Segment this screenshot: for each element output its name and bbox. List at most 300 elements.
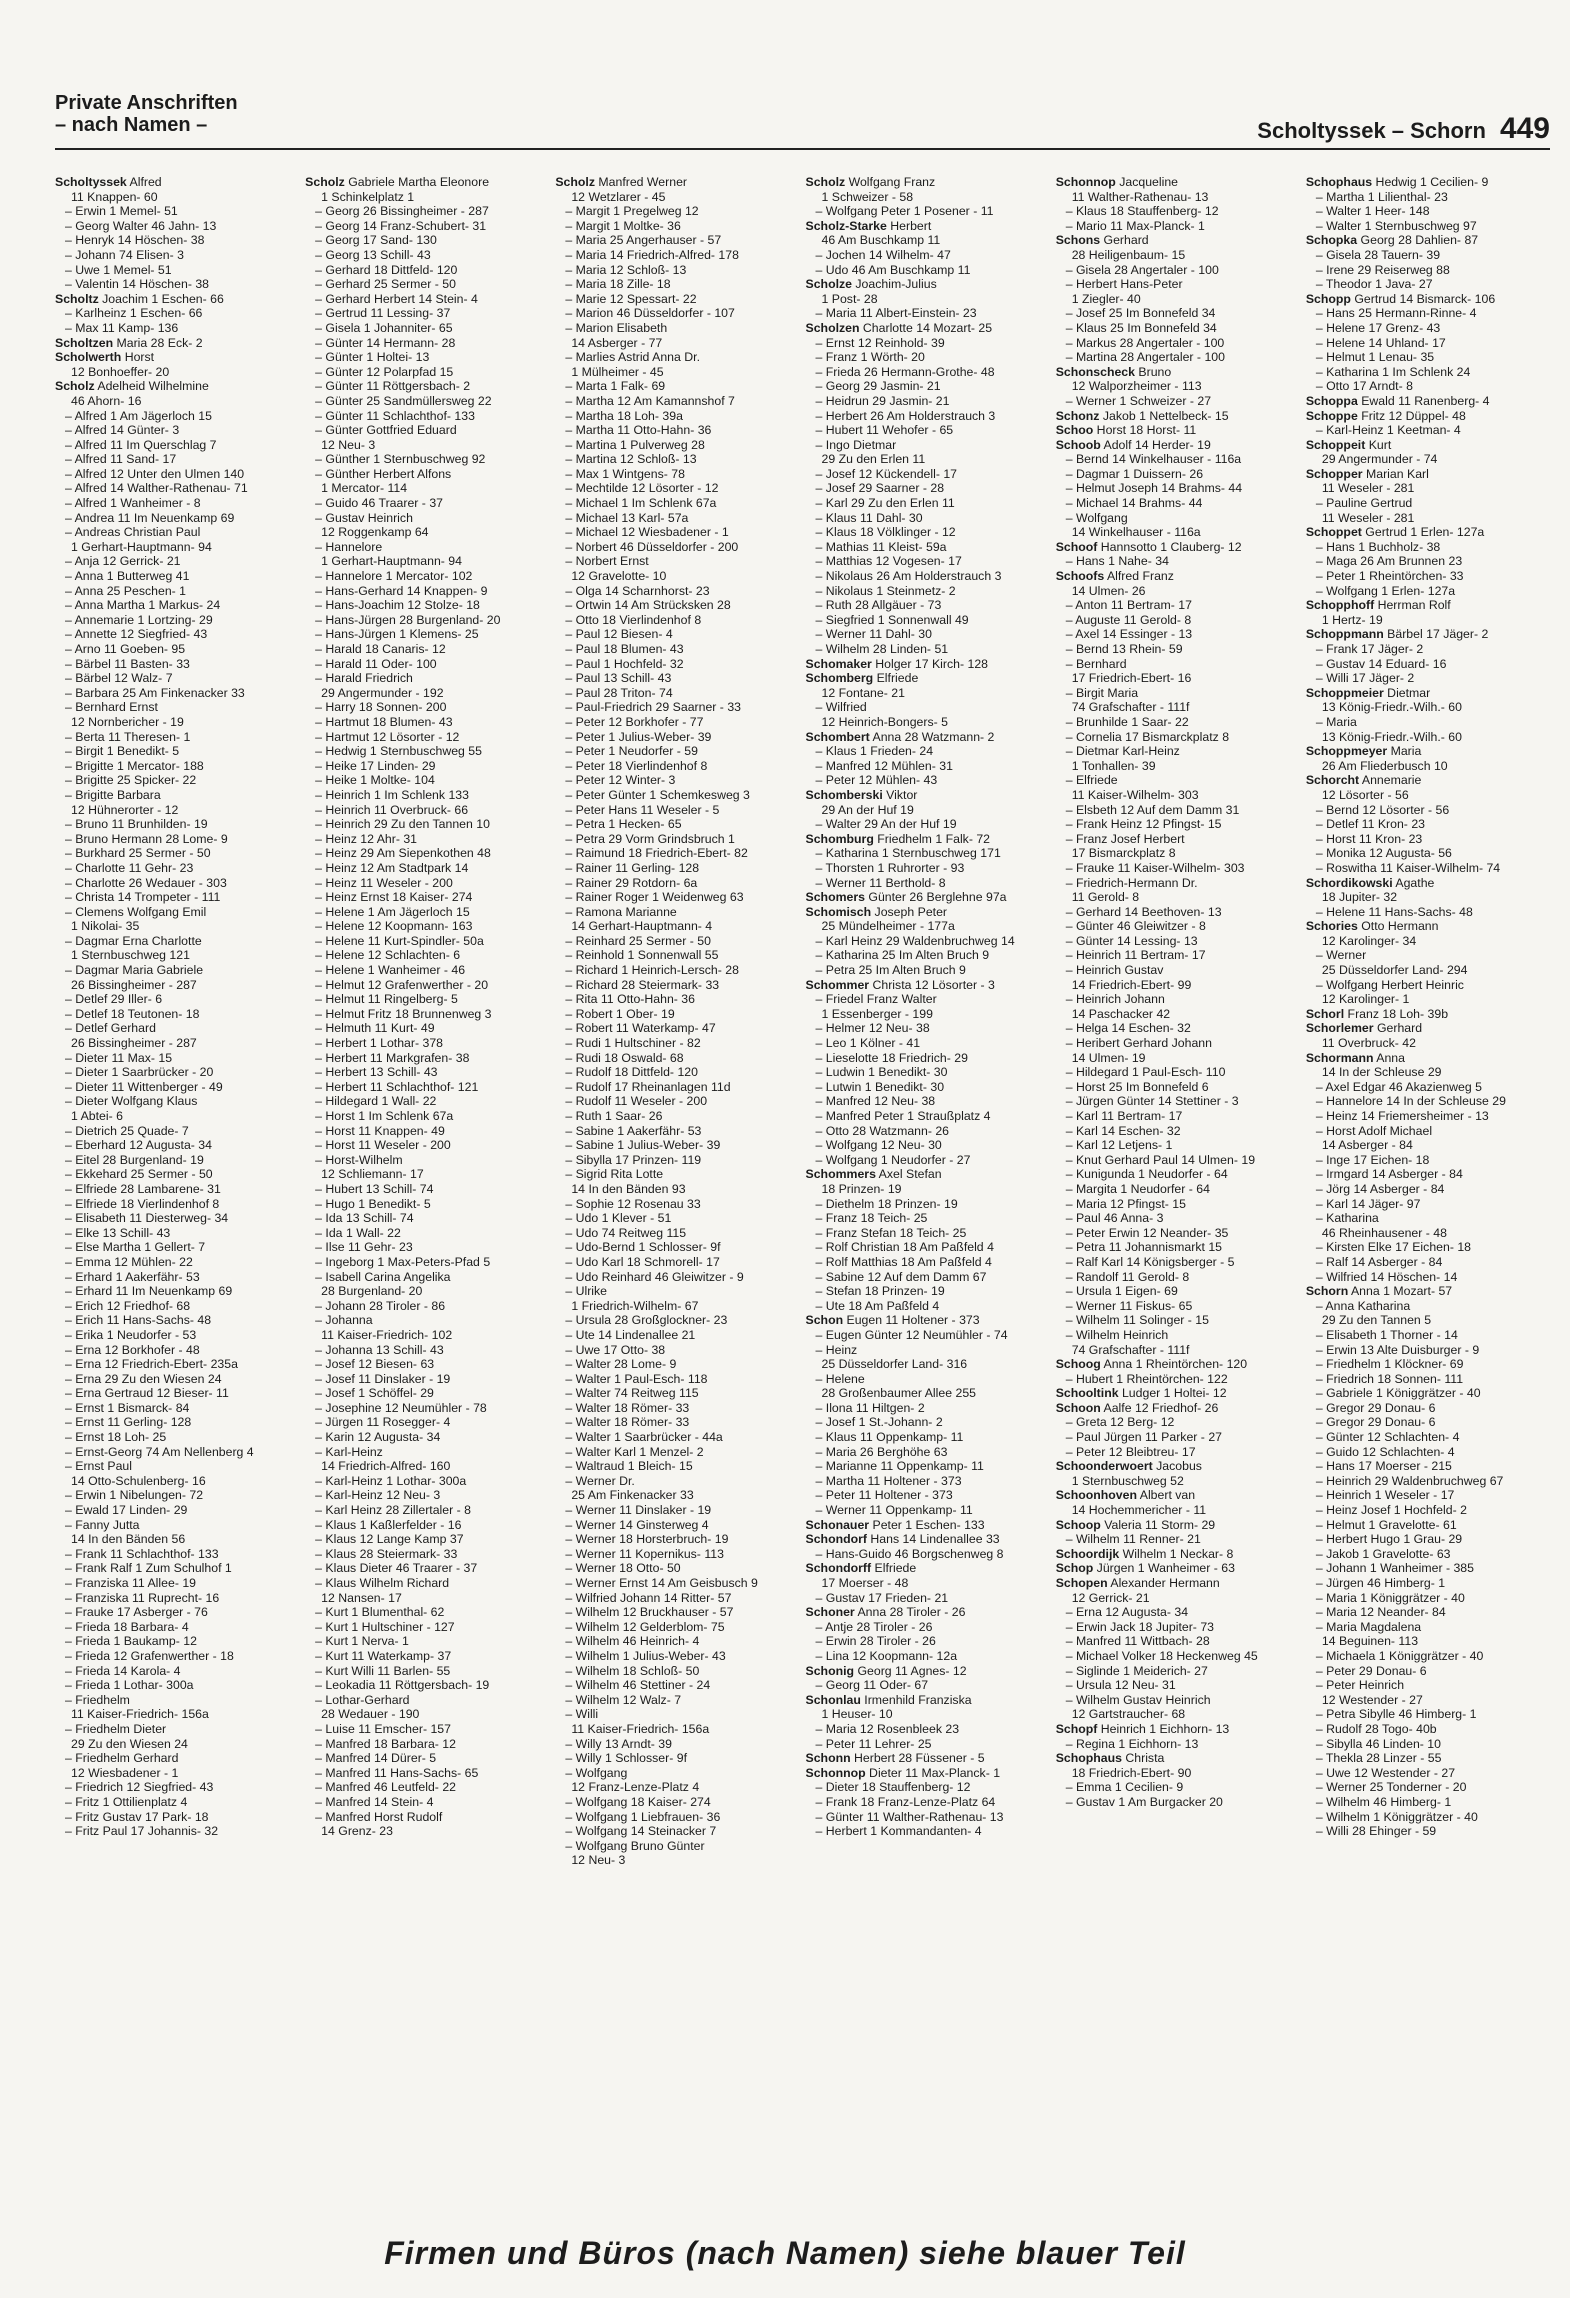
sub-entry: – Guido 46 Traarer - 37 — [315, 496, 443, 511]
sub-entry: – Josef 12 Kückendell- 17 — [815, 466, 958, 481]
sub-entry: – Heinz Ernst 18 Kaiser- 274 — [315, 890, 473, 905]
sub-entry: – Ingo Dietmar — [815, 437, 897, 452]
sub-entry: – Heinz 12 Ahr- 31 — [315, 831, 418, 846]
sub-entry: – Franz Josef Herbert — [1065, 831, 1185, 846]
sub-entry: – Detlef 29 Iller- 6 — [65, 992, 163, 1007]
sub-entry: – Brigitte Barbara — [65, 787, 161, 802]
sub-entry: – Peter Hans 11 Weseler - 5 — [565, 802, 720, 817]
entry-details: Christa — [1121, 1751, 1165, 1766]
sub-entry: – Anna 1 Butterweg 41 — [65, 569, 190, 584]
surname: Schoppe — [1305, 408, 1358, 423]
sub-entry: – Günther Herbert Alfons — [315, 466, 452, 481]
sub-entry: – Ewald 17 Linden- 29 — [65, 1503, 188, 1518]
sub-entry: – Willi 17 Jäger- 2 — [1315, 671, 1415, 686]
sub-entry: – Frieda 14 Karola- 4 — [65, 1663, 181, 1678]
sub-entry: – Dagmar Erna Charlotte — [65, 933, 202, 948]
sub-entry: – Raimund 18 Friedrich-Ebert- 82 — [565, 846, 748, 861]
address-continuation: 14 Paschacker 42 — [1071, 1006, 1171, 1021]
surname-entry — [1306, 394, 1550, 409]
address-continuation: 14 Grenz- 23 — [321, 1824, 393, 1839]
surname-entry — [1306, 744, 1550, 759]
sub-entry: – Frank 18 Franz-Lenze-Platz 64 — [815, 1794, 996, 1809]
sub-entry: – Franziska 11 Allee- 19 — [65, 1576, 197, 1590]
sub-entry: – Uwe 17 Otto- 38 — [565, 1342, 666, 1357]
sub-entry: – Erna 12 Borkhofer - 48 — [65, 1342, 200, 1357]
surname: Schoon — [1055, 1400, 1101, 1415]
sub-entry: – Werner Ernst 14 Am Geisbusch 9 — [565, 1576, 758, 1590]
sub-entry: – Uwe 12 Westender - 27 — [1315, 1765, 1456, 1780]
surname: Schopp — [1305, 291, 1351, 306]
sub-entry: – Peter Heinrich — [1315, 1678, 1405, 1693]
address-continuation: 11 Kaiser-Friedrich- 102 — [321, 1327, 453, 1342]
entry-details: Bärbel 17 Jäger- 2 — [1383, 627, 1489, 642]
sub-entry: – Werner 18 Horsterbruch- 19 — [565, 1532, 729, 1547]
sub-entry: – Rudi 1 Hultschiner - 82 — [565, 1036, 701, 1051]
address-continuation: 12 Heinrich-Bongers- 5 — [821, 714, 948, 729]
sub-entry: – Harald 11 Oder- 100 — [315, 656, 437, 671]
section-title: Private Anschriften — [55, 92, 238, 114]
address-continuation: 1 Gerhart-Hauptmann- 94 — [71, 539, 212, 554]
sub-entry: – Anna 25 Peschen- 1 — [65, 583, 187, 598]
address-continuation: 12 Neu- 3 — [571, 1853, 626, 1868]
sub-entry: – Siglinde 1 Meiderich- 27 — [1065, 1663, 1208, 1678]
sub-entry: – Johanna — [315, 1313, 373, 1328]
sub-entry: – Heidrun 29 Jasmin- 21 — [815, 393, 950, 408]
sub-entry: – Peter 11 Lehrer- 25 — [815, 1736, 932, 1751]
sub-entry: – Frank Ralf 1 Zum Schulhof 1 — [65, 1561, 232, 1576]
sub-entry: – Clemens Wolfgang Emil — [65, 904, 207, 919]
sub-entry: – Werner 18 Otto- 50 — [565, 1561, 681, 1576]
sub-entry: – Heinz — [815, 1342, 858, 1357]
sub-entry: – Dieter 1 Saarbrücker - 20 — [65, 1065, 214, 1080]
sub-entry: – Randolf 11 Gerold- 8 — [1065, 1269, 1190, 1284]
address-continuation: 46 Ahorn- 16 — [71, 393, 142, 408]
address-continuation: 25 Mündelheimer - 177a — [821, 919, 955, 934]
surname-entry — [55, 350, 299, 365]
surname-entry — [55, 379, 299, 394]
sub-entry: – Ernst Paul — [65, 1459, 132, 1474]
surname: Schonnop — [805, 1765, 866, 1780]
sub-entry: – Rolf Christian 18 Am Paßfeld 4 — [815, 1240, 994, 1255]
sub-entry: – Regina 1 Eichhorn- 13 — [1065, 1736, 1199, 1751]
sub-entry: – Barbara 25 Am Finkenacker 33 — [65, 685, 245, 700]
sub-entry: – Josef 12 Biesen- 63 — [315, 1357, 435, 1372]
sub-entry: – Hannelore 14 In der Schleuse 29 — [1315, 1094, 1506, 1109]
sub-entry: – Klaus 1 Frieden- 24 — [815, 744, 934, 759]
surname: Schoonderwoert — [1055, 1459, 1153, 1474]
sub-entry: – Brigitte 1 Mercator- 188 — [65, 758, 204, 773]
sub-entry: – Frauke 11 Kaiser-Wilhelm- 303 — [1065, 860, 1245, 875]
address-continuation: 18 Friedrich-Ebert- 90 — [1071, 1765, 1192, 1780]
entry-details: Wilhelm 1 Neckar- 8 — [1119, 1546, 1234, 1561]
surname: Schondorff — [805, 1561, 872, 1576]
sub-entry: – Charlotte 26 Wedauer - 303 — [65, 875, 227, 890]
surname-entry — [806, 1313, 1050, 1328]
surname: Schoo — [1055, 423, 1094, 438]
address-continuation: 12 Nansen- 17 — [321, 1590, 402, 1605]
sub-entry: – Franz 18 Teich- 25 — [815, 1211, 928, 1226]
surname: Schopf — [1055, 1721, 1098, 1736]
sub-entry: – Manfred 12 Neu- 38 — [815, 1094, 936, 1109]
surname-entry — [1306, 292, 1550, 307]
surname: Scholze — [805, 277, 852, 292]
sub-entry: – Erna 12 Friedrich-Ebert- 235a — [65, 1357, 238, 1372]
sub-entry: – Antje 28 Tiroler - 26 — [815, 1619, 933, 1634]
sub-entry: – Herbert 1 Lothar- 378 — [315, 1036, 443, 1051]
sub-entry: – Maria 12 Neander- 84 — [1315, 1605, 1446, 1620]
address-continuation: 14 In den Bänden 56 — [71, 1532, 186, 1547]
sub-entry: – Peter 29 Donau- 6 — [1315, 1663, 1427, 1678]
sub-entry: – Marie 12 Spessart- 22 — [565, 291, 697, 306]
sub-entry: – Alfred 14 Walther-Rathenau- 71 — [65, 481, 248, 496]
sub-entry: – Erika 1 Neudorfer - 53 — [65, 1327, 197, 1342]
sub-entry: – Ursula 1 Eigen- 69 — [1065, 1284, 1178, 1299]
surname: Schoppet — [1305, 525, 1362, 540]
sub-entry: – Detlef 11 Kron- 23 — [1315, 817, 1426, 832]
sub-entry: – Willy 1 Schlosser- 9f — [565, 1751, 687, 1766]
sub-entry: – Inge 17 Eichen- 18 — [1315, 1152, 1430, 1167]
entry-details: Eugen 11 Holtener - 373 — [843, 1313, 980, 1328]
surname-entry — [1306, 525, 1550, 540]
address-continuation: 11 Kaiser-Wilhelm- 303 — [1071, 787, 1199, 802]
sub-entry: – Dietmar Karl-Heinz — [1065, 744, 1180, 759]
address-continuation: 25 Düsseldorfer Land- 316 — [821, 1357, 968, 1372]
sub-entry: – Katharina — [1315, 1211, 1379, 1226]
surname: Schoppeit — [1305, 437, 1366, 452]
sub-entry: – Detlef Gerhard — [65, 1021, 156, 1036]
address-continuation: 14 In der Schleuse 29 — [1321, 1065, 1442, 1080]
address-continuation: 1 Mülheimer - 45 — [571, 364, 664, 379]
address-continuation: 12 Karolinger- 1 — [1321, 992, 1410, 1007]
address-continuation: 14 Asberger - 84 — [1321, 1138, 1413, 1153]
surname-entry — [806, 219, 1050, 234]
sub-entry: – Alfred 1 Wanheimer - 8 — [65, 496, 201, 511]
sub-entry: – Kurt 1 Hultschiner - 127 — [315, 1619, 455, 1634]
sub-entry: – Birgit Maria — [1065, 685, 1139, 700]
sub-entry: – Ramona Marianne — [565, 904, 677, 919]
section-subtitle: – nach Namen – — [55, 114, 208, 136]
sub-entry: – Hans 1 Nahe- 34 — [1065, 554, 1169, 569]
address-continuation: 14 In den Bänden 93 — [571, 1181, 686, 1196]
sub-entry: – Manfred 46 Leutfeld- 22 — [315, 1780, 456, 1795]
sub-entry: – Klaus 28 Steiermark- 33 — [315, 1546, 458, 1561]
sub-entry: – Klaus 11 Dahl- 30 — [815, 510, 923, 525]
sub-entry: – Manfred 11 Hans-Sachs- 65 — [315, 1765, 479, 1780]
sub-entry: – Herbert Hugo 1 Grau- 29 — [1315, 1532, 1463, 1547]
sub-entry: – Heribert Gerhard Johann — [1065, 1036, 1212, 1051]
sub-entry: – Sophie 12 Rosenau 33 — [565, 1196, 701, 1211]
entry-details: Maria — [1387, 744, 1422, 759]
address-continuation: 28 Wedauer - 190 — [321, 1707, 420, 1722]
sub-entry: – Walter 1 Paul-Esch- 118 — [565, 1371, 708, 1386]
sub-entry: – Helmuth 11 Kurt- 49 — [315, 1021, 435, 1036]
surname-entry — [1306, 175, 1550, 190]
surname: Schomisch — [805, 904, 872, 919]
entry-details: Maria 28 Eck- 2 — [113, 335, 203, 350]
sub-entry: – Werner 11 Kopernikus- 113 — [565, 1546, 724, 1561]
surname-entry — [806, 1766, 1050, 1781]
sub-entry: – Friedrich-Hermann Dr. — [1065, 875, 1198, 890]
sub-entry: – Waltraud 1 Bleich- 15 — [565, 1459, 693, 1474]
sub-entry: – Bernd 14 Winkelhauser - 116a — [1065, 452, 1242, 467]
sub-entry: – Wilhelm 1 Julius-Weber- 43 — [565, 1648, 726, 1663]
sub-entry: – Marianne 11 Oppenkamp- 11 — [815, 1459, 984, 1474]
sub-entry: – Ute 18 Am Paßfeld 4 — [815, 1298, 940, 1313]
sub-entry: – Walter Karl 1 Menzel- 2 — [565, 1444, 704, 1459]
sub-entry: – Walter 18 Römer- 33 — [565, 1400, 690, 1415]
sub-entry: – Charlotte 11 Gehr- 23 — [65, 860, 194, 875]
address-continuation: 18 Jupiter- 32 — [1321, 890, 1398, 905]
sub-entry: – Klaus 11 Oppenkamp- 11 — [815, 1430, 964, 1445]
address-continuation: 11 Gerold- 8 — [1071, 890, 1140, 905]
sub-entry: – Siegfried 1 Sonnenwall 49 — [815, 612, 969, 627]
sub-entry: – Werner 14 Ginsterweg 4 — [565, 1517, 709, 1532]
sub-entry: – Maria 18 Zille- 18 — [565, 277, 671, 292]
surname-entry — [806, 1605, 1050, 1620]
sub-entry: – Anna Martha 1 Markus- 24 — [65, 598, 221, 613]
sub-entry: – Karin 12 Augusta- 34 — [315, 1430, 441, 1445]
sub-entry: – Maria 1 Königgrätzer - 40 — [1315, 1590, 1465, 1605]
sub-entry: – Markus 28 Angertaler - 100 — [1065, 335, 1225, 350]
sub-entry: – Manfred 14 Stein- 4 — [315, 1794, 434, 1809]
sub-entry: – Wolfgang 12 Neu- 30 — [815, 1138, 942, 1153]
surname: Schorl — [1305, 1006, 1345, 1021]
sub-entry: – Reinhard 25 Sermer - 50 — [565, 933, 711, 948]
entry-details: Aalfe 12 Friedhof- 26 — [1100, 1400, 1219, 1415]
surname: Schomaker — [805, 656, 872, 671]
sub-entry: – Paul-Friedrich 29 Saarner - 33 — [565, 700, 742, 715]
sub-entry: – Marion 46 Düsseldorfer - 107 — [565, 306, 735, 321]
surname-entry — [806, 788, 1050, 803]
sub-entry: – Frieda 12 Grafenwerther - 18 — [65, 1648, 234, 1663]
sub-entry: – Ilona 11 Hiltgen- 2 — [815, 1400, 925, 1415]
sub-entry: – Dietrich 25 Quade- 7 — [65, 1123, 189, 1138]
entry-details: Axel Stefan — [875, 1167, 942, 1182]
sub-entry: – Kurt 1 Blumenthal- 62 — [315, 1605, 445, 1620]
address-continuation: 12 Lösorter - 56 — [1321, 787, 1409, 802]
sub-entry: – Ernst 12 Reinhold- 39 — [815, 335, 945, 350]
sub-entry: – Harald Friedrich — [315, 671, 413, 686]
address-continuation: 12 Walporzheimer - 113 — [1071, 379, 1202, 394]
surname-entry — [1306, 627, 1550, 642]
sub-entry: – Hedwig 1 Sternbuschweg 55 — [315, 744, 482, 759]
sub-entry: – Willi 28 Ehinger - 59 — [1315, 1824, 1437, 1839]
sub-entry: – Kunigunda 1 Neudorfer - 64 — [1065, 1167, 1228, 1182]
sub-entry: – Hildegard 1 Paul-Esch- 110 — [1065, 1065, 1226, 1080]
sub-entry: – Walter 1 Heer- 148 — [1315, 204, 1430, 219]
sub-entry: – Hans 25 Hermann-Rinne- 4 — [1315, 306, 1477, 321]
surname: Scholwerth — [55, 350, 122, 365]
sub-entry: – Helmer 12 Neu- 38 — [815, 1021, 930, 1036]
entry-details: Anna — [1373, 1050, 1405, 1065]
sub-entry: – Josef 29 Saarner - 28 — [815, 481, 945, 496]
surname-entry — [1056, 233, 1300, 248]
sub-entry: – Alfred 11 Sand- 17 — [65, 452, 177, 467]
sub-entry: – Udo 46 Am Buschkamp 11 — [815, 262, 971, 277]
sub-entry: – Andrea 11 Im Neuenkamp 69 — [65, 510, 235, 525]
sub-entry: – Otto 28 Watzmann- 26 — [815, 1123, 950, 1138]
sub-entry: – Otto 18 Vierlindenhof 8 — [565, 612, 702, 627]
sub-entry: – Fritz 1 Ottilienplatz 4 — [65, 1794, 188, 1809]
entry-details: Dietmar — [1383, 685, 1431, 700]
sub-entry: – Helene 11 Kurt-Spindler- 50a — [315, 933, 484, 948]
sub-entry: – Günter 14 Hermann- 28 — [315, 335, 456, 350]
sub-entry: – Rudolf 18 Dittfeld- 120 — [565, 1065, 698, 1080]
sub-entry: – Robert 11 Waterkamp- 47 — [565, 1021, 716, 1036]
entry-details: Elfriede — [873, 671, 919, 686]
sub-entry: – Mathias 11 Kleist- 59a — [815, 539, 947, 554]
sub-entry: – Marion Elisabeth — [565, 320, 668, 335]
sub-entry: – Hans 17 Moerser - 215 — [1315, 1459, 1452, 1474]
address-continuation: 29 Angermunder - 192 — [321, 685, 444, 700]
sub-entry: – Lutwin 1 Benedikt- 30 — [815, 1079, 945, 1094]
sub-entry: – Heinz 29 Am Siepenkothen 48 — [315, 846, 491, 861]
sub-entry: – Olga 14 Scharnhorst- 23 — [565, 583, 710, 598]
surname-entry — [1306, 467, 1550, 482]
sub-entry: – Ida 13 Schill- 74 — [315, 1211, 414, 1226]
surname-entry — [806, 1532, 1050, 1547]
sub-entry: – Else Martha 1 Gellert- 7 — [65, 1240, 206, 1255]
sub-entry: – Udo Reinhard 46 Gleiwitzer - 9 — [565, 1269, 744, 1284]
sub-entry: – Karl 11 Bertram- 17 — [1065, 1109, 1183, 1123]
sub-entry: – Nikolaus 1 Steinmetz- 2 — [815, 583, 956, 598]
sub-entry: – Martha 12 Am Kamannshof 7 — [565, 393, 735, 408]
sub-entry: – Mario 11 Max-Planck- 1 — [1065, 218, 1205, 233]
entry-details: Christa 12 Lösorter - 3 — [869, 977, 995, 992]
entry-details: Ewald 11 Ranenberg- 4 — [1357, 393, 1490, 408]
sub-entry: – Martha 11 Otto-Hahn- 36 — [565, 423, 712, 438]
sub-entry: – Erwin Jack 18 Jupiter- 73 — [1065, 1619, 1215, 1634]
sub-entry: – Peter 1 Neudorfer - 59 — [565, 744, 698, 759]
surname: Schoppmeyer — [1305, 744, 1388, 759]
sub-entry: – Günther 1 Sternbuschweg 92 — [315, 452, 486, 467]
entry-details: Marian Karl — [1362, 466, 1429, 481]
entry-details: Irmenhild Franziska — [860, 1692, 972, 1707]
surname: Schonlau — [805, 1692, 861, 1707]
sub-entry: – Gertrud 11 Lessing- 37 — [315, 306, 451, 321]
entry-details: Viktor — [882, 787, 918, 802]
sub-entry: – Ralf 14 Asberger - 84 — [1315, 1254, 1443, 1269]
sub-entry: – Günter 12 Schlachten- 4 — [1315, 1430, 1460, 1445]
address-continuation: 1 Essenberger - 199 — [821, 1006, 933, 1021]
sub-entry: – Nikolaus 26 Am Holderstrauch 3 — [815, 569, 1002, 584]
sub-entry: – Helmut 12 Grafenwerther - 20 — [315, 977, 489, 992]
sub-entry: – Werner 11 Fiskus- 65 — [1065, 1298, 1193, 1313]
sub-entry: – Gustav 1 Am Burgacker 20 — [1065, 1794, 1223, 1809]
entry-details: Anna 1 Mozart- 57 — [1348, 1284, 1453, 1299]
sub-entry: – Erhard 11 Im Neuenkamp 69 — [65, 1284, 233, 1299]
sub-entry: – Maria Magdalena — [1315, 1619, 1422, 1634]
sub-entry: – Stefan 18 Prinzen- 19 — [815, 1284, 945, 1299]
sub-entry: – Wilhelm 12 Walz- 7 — [565, 1692, 682, 1707]
sub-entry: – Peter 12 Borkhofer - 77 — [565, 714, 704, 729]
sub-entry: – Willy 13 Arndt- 39 — [565, 1736, 672, 1751]
entry-details: Bruno — [1134, 364, 1172, 379]
sub-entry: – Bärbel 11 Basten- 33 — [65, 656, 190, 671]
sub-entry: – Helene — [815, 1371, 865, 1386]
surname: Schomburg — [805, 831, 874, 846]
sub-entry: – Manfred Peter 1 Straußplatz 4 — [815, 1109, 991, 1123]
sub-entry: – Wilhelm 46 Heinrich- 4 — [565, 1634, 700, 1649]
surname: Scholz — [805, 175, 846, 189]
address-continuation: 14 Ulmen- 19 — [1071, 1050, 1146, 1065]
entry-details: Holger 17 Kirch- 128 — [871, 656, 989, 671]
sub-entry: – Gisela 28 Tauern- 39 — [1315, 247, 1441, 262]
sub-entry: – Gerhard Herbert 14 Stein- 4 — [315, 291, 478, 306]
sub-entry: – Werner Dr. — [565, 1473, 635, 1488]
sub-entry: – Werner 11 Berthold- 8 — [815, 875, 946, 890]
sub-entry: – Andreas Christian Paul — [65, 525, 201, 540]
entry-details: Adolf 14 Herder- 19 — [1100, 437, 1211, 452]
entry-details: Annemarie — [1359, 773, 1422, 788]
sub-entry: – Detlef 18 Teutonen- 18 — [65, 1006, 200, 1021]
entry-details: Anna 28 Watzmann- 2 — [869, 729, 995, 744]
sub-entry: – Elfriede 18 Vierlindenhof 8 — [65, 1196, 220, 1211]
address-continuation: 1 Abtei- 6 — [71, 1109, 123, 1123]
surname: Schon — [805, 1313, 844, 1328]
sub-entry: – Brunhilde 1 Saar- 22 — [1065, 714, 1189, 729]
surname-entry — [1056, 175, 1300, 190]
sub-entry: – Helene 1 Am Jägerloch 15 — [315, 904, 470, 919]
address-continuation: 74 Grafschafter - 111f — [1071, 700, 1190, 715]
sub-entry: – Josef 25 Im Bonnefeld 34 — [1065, 306, 1216, 321]
sub-entry: – Hubert 11 Wehofer - 65 — [815, 423, 954, 438]
sub-entry: – Wilhelm 11 Solinger - 15 — [1065, 1313, 1209, 1328]
address-continuation: 13 König-Friedr.-Wilh.- 60 — [1321, 700, 1462, 715]
sub-entry: – Sabine 12 Auf dem Damm 67 — [815, 1269, 987, 1284]
address-continuation: 1 Schweizer - 58 — [821, 189, 914, 204]
sub-entry: – Knut Gerhard Paul 14 Ulmen- 19 — [1065, 1152, 1256, 1167]
surname: Schories — [1305, 919, 1358, 934]
surname-entry — [806, 277, 1050, 292]
sub-entry: – Gisela 28 Angertaler - 100 — [1065, 262, 1219, 277]
surname-entry — [806, 671, 1050, 686]
surname: Schommers — [805, 1167, 876, 1182]
sub-entry: – Anna Katharina — [1315, 1298, 1411, 1313]
sub-entry: – Erwin 1 Nibelungen- 72 — [65, 1488, 204, 1503]
address-continuation: 14 Beguinen- 113 — [1321, 1634, 1419, 1649]
sub-entry: – Ida 1 Wall- 22 — [315, 1225, 401, 1240]
footer-note: Firmen und Büros (nach Namen) siehe blauer Teil — [384, 2235, 1186, 2271]
sub-entry: – Peter 11 Holtener - 373 — [815, 1488, 953, 1503]
surname: Schorcht — [1305, 773, 1360, 788]
sub-entry: – Alfred 12 Unter den Ulmen 140 — [65, 466, 245, 481]
entry-details: Horst 18 Horst- 11 — [1093, 423, 1197, 438]
surname-entry — [1306, 409, 1550, 424]
sub-entry: – Gerhard 18 Dittfeld- 120 — [315, 262, 458, 277]
sub-entry: – Eberhard 12 Augusta- 34 — [65, 1138, 212, 1153]
surname-entry — [1306, 1007, 1550, 1022]
sub-entry: – Helmut Fritz 18 Brunnenweg 3 — [315, 1006, 492, 1021]
sub-entry: – Thorsten 1 Ruhrorter - 93 — [815, 860, 965, 875]
address-continuation: 12 Wetzlarer - 45 — [571, 189, 666, 204]
sub-entry: – Gerhard 25 Sermer - 50 — [315, 277, 456, 292]
address-continuation: 1 Gerhart-Hauptmann- 94 — [321, 554, 462, 569]
sub-entry: – Fritz Paul 17 Johannis- 32 — [65, 1824, 219, 1839]
sub-entry: – Walter 28 Lome- 9 — [565, 1357, 677, 1372]
sub-entry: – Frank Heinz 12 Pfingst- 15 — [1065, 817, 1222, 832]
sub-entry: – Theodor 1 Java- 27 — [1315, 277, 1433, 292]
sub-entry: – Wolfgang 18 Kaiser- 274 — [565, 1794, 711, 1809]
address-continuation: 11 Walther-Rathenau- 13 — [1071, 189, 1209, 204]
sub-entry: – Wilhelm 28 Linden- 51 — [815, 642, 949, 656]
sub-entry: – Rolf Matthias 18 Am Paßfeld 4 — [815, 1254, 992, 1269]
sub-entry: – Katharina 1 Sternbuschweg 171 — [815, 846, 1001, 861]
entry-details: Manfred Werner — [594, 175, 688, 189]
sub-entry: – Annemarie 1 Lortzing- 29 — [65, 612, 213, 627]
header-rule — [55, 148, 1550, 150]
sub-entry: – Ruth 1 Saar- 26 — [565, 1109, 663, 1123]
